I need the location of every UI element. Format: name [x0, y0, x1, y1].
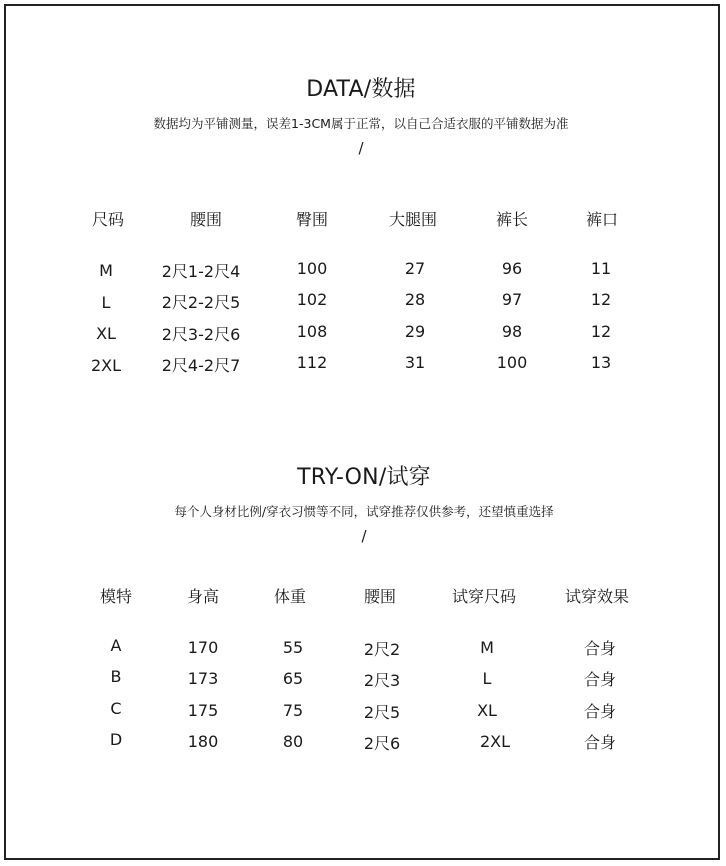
cell-hem: 12: [590, 290, 612, 309]
header-height: 身高: [186, 587, 220, 606]
header-waist: 腰围: [363, 587, 397, 606]
cell-tryon-size: XL: [477, 701, 497, 720]
cell-model: A: [110, 636, 122, 655]
cell-waist: 2尺6: [363, 734, 401, 753]
cell-weight: 75: [282, 701, 304, 720]
cell-waist: 2尺4-2尺7: [161, 356, 241, 375]
cell-hem: 13: [590, 353, 612, 372]
tryon-title: TRY-ON/试穿: [297, 465, 431, 490]
cell-size: XL: [96, 324, 116, 343]
cell-length: 97: [501, 290, 523, 309]
cell-height: 175: [187, 701, 219, 720]
cell-waist: 2尺2: [363, 640, 401, 659]
tryon-divider: /: [361, 527, 367, 545]
header-thigh: 大腿围: [388, 210, 438, 229]
cell-tryon-fit: 合身: [583, 733, 617, 752]
cell-thigh: 29: [404, 322, 426, 341]
cell-hem: 12: [590, 322, 612, 341]
cell-tryon-fit: 合身: [583, 702, 617, 721]
cell-tryon-fit: 合身: [583, 639, 617, 658]
cell-height: 173: [187, 669, 219, 688]
data-title: DATA/数据: [306, 77, 416, 102]
cell-height: 180: [187, 732, 219, 751]
cell-size: M: [99, 261, 113, 280]
cell-hem: 11: [590, 259, 612, 278]
cell-tryon-size: M: [480, 638, 494, 657]
header-length: 裤长: [495, 210, 529, 229]
cell-waist: 2尺5: [363, 703, 401, 722]
tryon-note: 每个人身材比例/穿衣习惯等不同，试穿推荐仅供参考，还望慎重选择: [174, 504, 554, 519]
cell-tryon-size: 2XL: [479, 732, 511, 751]
cell-tryon-size: L: [482, 669, 492, 688]
cell-waist: 2尺2-2尺5: [161, 293, 241, 312]
cell-waist: 2尺3: [363, 671, 401, 690]
cell-thigh: 28: [404, 290, 426, 309]
cell-height: 170: [187, 638, 219, 657]
cell-size: L: [101, 293, 111, 312]
cell-weight: 55: [282, 638, 304, 657]
header-size: 尺码: [91, 210, 125, 229]
data-divider: /: [358, 139, 364, 157]
header-waist: 腰围: [189, 210, 223, 229]
header-hem: 裤口: [585, 210, 619, 229]
cell-hip: 100: [296, 259, 328, 278]
cell-model: D: [109, 730, 123, 749]
cell-waist: 2尺1-2尺4: [161, 262, 241, 281]
cell-length: 96: [501, 259, 523, 278]
header-hip: 臀围: [295, 210, 329, 229]
data-note: 数据均为平铺测量，误差1-3CM属于正常，以自己合适衣服的平铺数据为准: [153, 116, 569, 131]
cell-model: B: [110, 667, 122, 686]
cell-hip: 102: [296, 290, 328, 309]
header-tryon-fit: 试穿效果: [564, 587, 630, 606]
cell-hip: 108: [296, 322, 328, 341]
cell-thigh: 27: [404, 259, 426, 278]
cell-length: 98: [501, 322, 523, 341]
cell-length: 100: [496, 353, 528, 372]
cell-weight: 65: [282, 669, 304, 688]
header-tryon-size: 试穿尺码: [451, 587, 517, 606]
cell-model: C: [110, 699, 122, 718]
cell-waist: 2尺3-2尺6: [161, 325, 241, 344]
header-model: 模特: [99, 587, 133, 606]
cell-hip: 112: [296, 353, 328, 372]
cell-thigh: 31: [404, 353, 426, 372]
cell-size: 2XL: [90, 356, 122, 375]
header-weight: 体重: [273, 587, 307, 606]
cell-weight: 80: [282, 732, 304, 751]
cell-tryon-fit: 合身: [583, 670, 617, 689]
